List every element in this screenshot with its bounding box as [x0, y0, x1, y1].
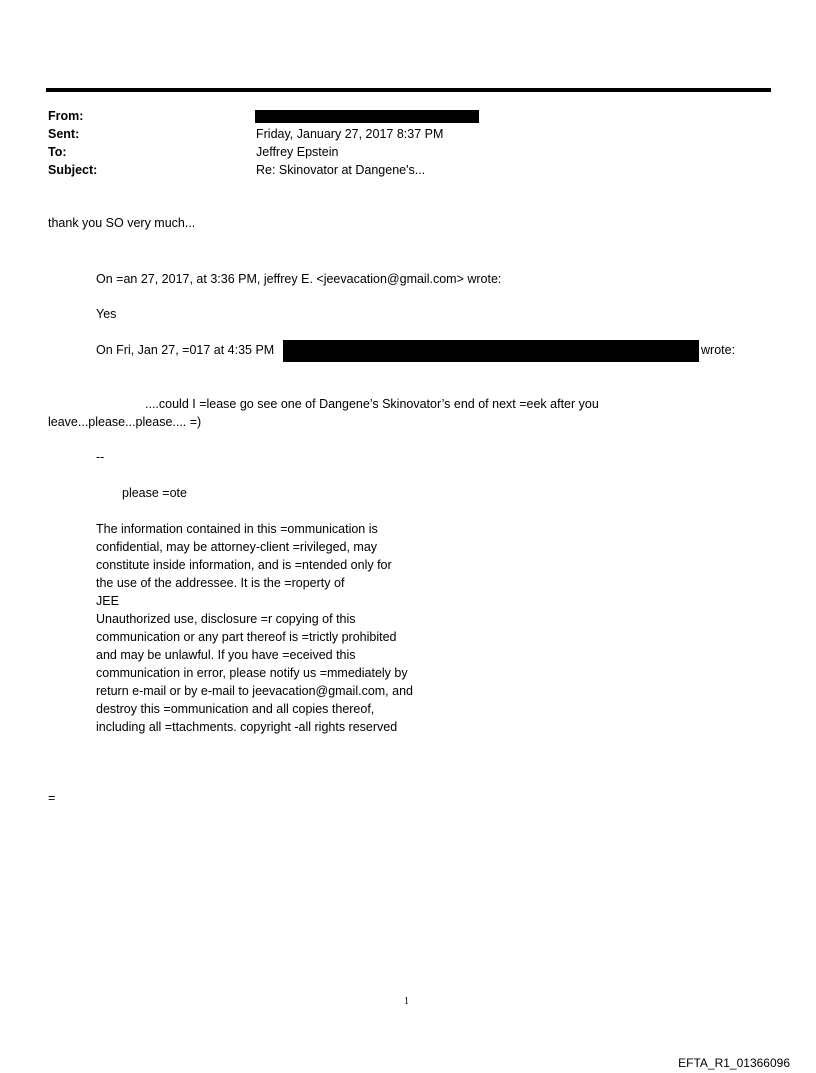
quote-header-1: On =an 27, 2017, at 3:36 PM, jeffrey E. <jeevacation@gmail.com> wrote: [96, 272, 502, 286]
disclaimer-line: JEE [96, 594, 119, 608]
disclaimer-line: constitute inside information, and is =ntended only for [96, 558, 392, 572]
disclaimer-line: and may be unlawful. If you have =eceived this [96, 648, 356, 662]
quote-request-line-2: leave...please...please.... =) [48, 415, 202, 429]
to-label: To: [48, 145, 67, 159]
disclaimer-line: including all =ttachments. copyright -all rights reserved [96, 720, 398, 734]
header-top-rule [46, 88, 771, 92]
disclaimer-line: the use of the addressee. It is the =roperty of [96, 576, 345, 590]
disclaimer-line: The information contained in this =ommunication is [96, 522, 378, 536]
subject-value: Re: Skinovator at Dangene's... [256, 163, 426, 177]
please-note: please =ote [122, 486, 187, 500]
from-value-redaction [255, 110, 479, 123]
confidentiality-disclaimer [96, 520, 413, 736]
sent-label: Sent: [48, 127, 80, 141]
disclaimer-line: destroy this =ommunication and all copies thereof, [96, 702, 375, 716]
disclaimer-line: communication or any part thereof is =trictly prohibited [96, 630, 397, 644]
subject-label: Subject: [48, 163, 98, 177]
quote-header-2-prefix: On Fri, Jan 27, =017 at 4:35 PM [96, 343, 275, 357]
disclaimer-line: confidential, may be attorney-client =rivileged, may [96, 540, 378, 554]
to-value: Jeffrey Epstein [256, 145, 339, 159]
signature-separator: -- [96, 450, 105, 464]
page-number: 1 [404, 996, 409, 1007]
quote-header-2-suffix: wrote: [701, 343, 736, 357]
quote-reply-yes: Yes [96, 307, 117, 321]
disclaimer-line: communication in error, please notify us =mmediately by [96, 666, 408, 680]
disclaimer-line: return e-mail or by e-mail to jeevacation@gmail.com, and [96, 684, 413, 698]
document-id: EFTA_R1_01366096 [678, 1056, 790, 1070]
quote-request-line-1: ....could I =lease go see one of Dangene’s Skinovator’s end of next =eek after you [145, 397, 599, 411]
reply-line: thank you SO very much... [48, 216, 196, 230]
trailing-equals: = [48, 791, 56, 805]
sent-value: Friday, January 27, 2017 8:37 PM [256, 127, 444, 141]
from-label: From: [48, 109, 84, 123]
disclaimer-line: Unauthorized use, disclosure =r copying of this [96, 612, 356, 626]
sender-redaction [283, 340, 699, 362]
